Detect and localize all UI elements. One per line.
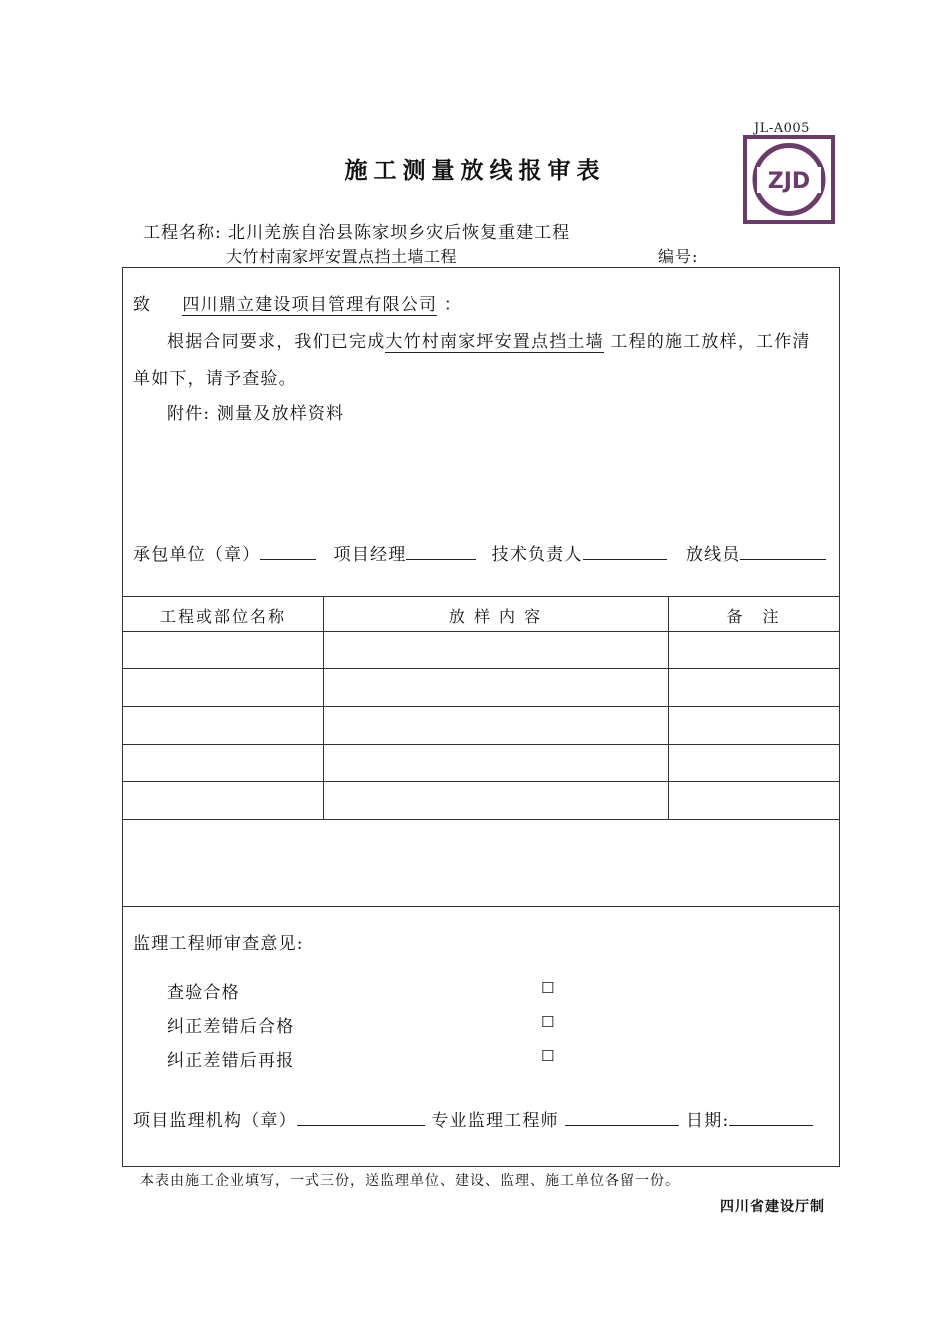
- date-label: 日期:: [686, 1111, 730, 1131]
- recipient-colon: ：: [443, 295, 463, 315]
- option-corrected-pass-label: 纠正差错后合格: [167, 1017, 295, 1037]
- project-manager-label: 项目经理: [333, 545, 407, 565]
- col-header-part-name: 工程或部位名称: [159, 607, 286, 626]
- table-top-rule: [123, 596, 839, 597]
- supervision-signature-row: [133, 1106, 813, 1131]
- option-corrected-pass-checkbox[interactable]: ☐: [541, 1013, 555, 1031]
- engineer-label: 专业监理工程师: [431, 1111, 559, 1131]
- addressee-line: [133, 290, 462, 315]
- project-name-line2: 大竹村南家坪安置点挡土墙工程: [226, 247, 458, 266]
- signature-row: [133, 540, 826, 565]
- number-label: 编号:: [658, 247, 699, 266]
- review-top-rule: [123, 906, 839, 907]
- form-frame: [122, 267, 840, 1167]
- engineer-blank[interactable]: [565, 1109, 679, 1126]
- table-bottom-rule: [123, 819, 839, 820]
- surveyor-label: 放线员: [685, 545, 741, 565]
- table-row[interactable]: [123, 782, 839, 819]
- supervision-org-label: 项目监理机构（章）: [133, 1111, 297, 1131]
- option-pass-checkbox[interactable]: ☐: [541, 979, 555, 997]
- supervision-org-blank[interactable]: [297, 1109, 425, 1126]
- review-title: 监理工程师审查意见:: [133, 934, 304, 954]
- attachment-line: 附件: 测量及放样资料: [167, 404, 345, 424]
- work-name: 大竹村南家坪安置点挡土墙: [385, 332, 604, 352]
- logo-text: ZJD: [767, 169, 811, 194]
- contractor-blank[interactable]: [260, 543, 316, 560]
- project-name-label: 工程名称:: [143, 223, 222, 243]
- table-row[interactable]: [123, 669, 839, 706]
- recipient-name: 四川鼎立建设项目管理有限公司: [182, 295, 438, 315]
- letter-body-line1: [167, 327, 811, 352]
- issuer-label: 四川省建设厅制: [720, 1199, 825, 1215]
- body-prefix: 根据合同要求，我们已完成: [167, 332, 386, 352]
- col-header-layout-content: 放 样 内 容: [448, 607, 543, 626]
- table-row[interactable]: [123, 745, 839, 781]
- date-blank[interactable]: [729, 1109, 813, 1126]
- tech-lead-label: 技术负责人: [491, 545, 583, 565]
- option-resubmit-checkbox[interactable]: ☐: [541, 1047, 555, 1065]
- body-suffix: 工程的施工放样，工作清: [610, 332, 811, 352]
- tech-lead-blank[interactable]: [583, 543, 667, 560]
- to-prefix: 致: [133, 295, 152, 315]
- table-row[interactable]: [123, 632, 839, 668]
- form-title: 施工测量放线报审表: [344, 157, 606, 184]
- col-header-remarks: 备 注: [726, 607, 781, 626]
- contractor-label: 承包单位（章）: [133, 545, 261, 565]
- project-manager-blank[interactable]: [406, 543, 476, 560]
- project-name-row: [143, 218, 570, 243]
- surveyor-blank[interactable]: [740, 543, 826, 560]
- option-pass-label: 查验合格: [167, 983, 240, 1003]
- option-resubmit-label: 纠正差错后再报: [167, 1051, 295, 1071]
- form-code: JL-A005: [754, 121, 810, 136]
- table-row[interactable]: [123, 707, 839, 744]
- letter-body-line2: 单如下，请予查验。: [133, 369, 297, 389]
- footer-note: 本表由施工企业填写，一式三份，送监理单位、建设、监理、施工单位各留一份。: [140, 1173, 680, 1189]
- project-name-line1: 北川羌族自治县陈家坝乡灾后恢复重建工程: [228, 223, 571, 243]
